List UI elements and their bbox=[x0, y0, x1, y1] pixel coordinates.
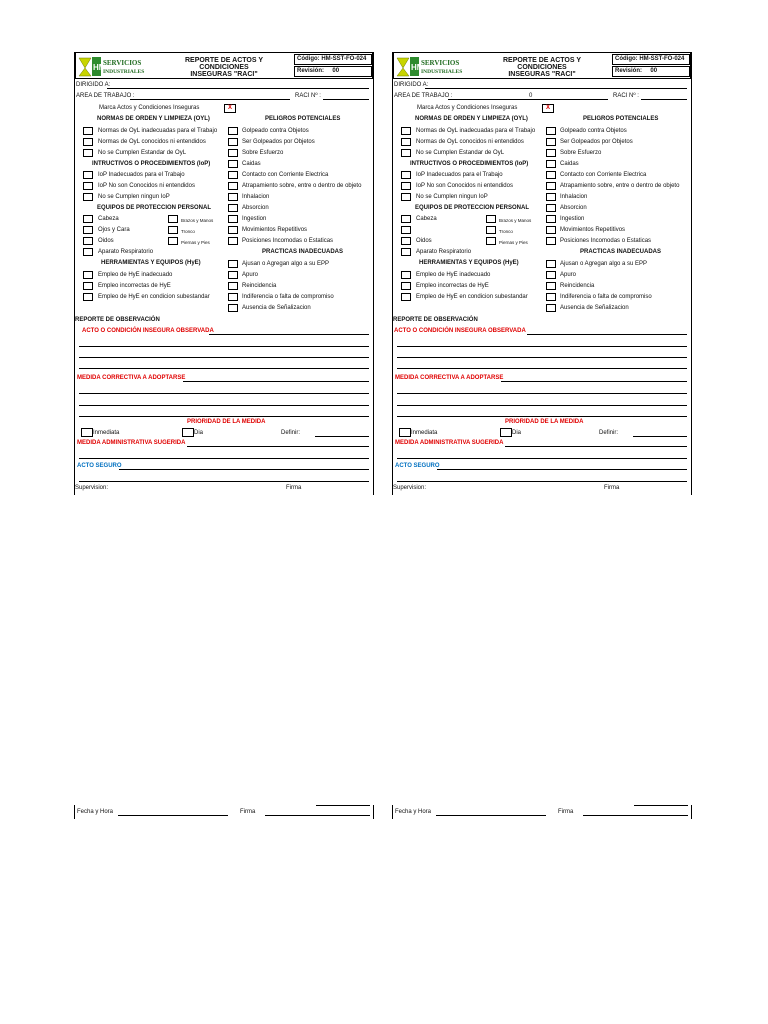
oyl-item-1: Normas de OyL inadecuadas para el Trabajo bbox=[98, 128, 218, 134]
checkbox-oyl-1[interactable] bbox=[83, 127, 93, 135]
epp-cabeza: Cabeza bbox=[416, 216, 437, 222]
checkbox-practica-1[interactable] bbox=[546, 260, 556, 268]
peligro-item-2: Ser Golpeados por Objetos bbox=[242, 139, 315, 145]
checkbox-epp-respiratorio[interactable] bbox=[83, 248, 93, 256]
fecha-hora-label: Fecha y Hora bbox=[77, 809, 114, 815]
codigo-box: Código: HM-SST-FO-024 bbox=[294, 54, 372, 65]
area-label: AREA DE TRABAJO : bbox=[76, 93, 135, 99]
checkbox-epp-piernas[interactable] bbox=[486, 237, 496, 245]
checkbox-peligro-2[interactable] bbox=[546, 138, 556, 146]
medida-correctiva-label: MEDIDA CORRECTIVA A ADOPTARSE bbox=[395, 375, 504, 381]
supervision-label: Supervision: bbox=[393, 485, 427, 491]
epp-piernas: Piernas y Pies bbox=[181, 240, 210, 245]
dia-label: Dia bbox=[194, 430, 204, 436]
fecha-hora-line[interactable] bbox=[118, 815, 228, 816]
checkbox-practica-3[interactable] bbox=[228, 282, 238, 290]
medida-line-1[interactable] bbox=[501, 381, 687, 382]
checkbox-inmediata[interactable] bbox=[399, 428, 411, 437]
reporte-observacion-label: REPORTE DE OBSERVACIÓN bbox=[393, 317, 478, 323]
administrativa-line-1[interactable] bbox=[505, 446, 687, 447]
fecha-hora-label: Fecha y Hora bbox=[395, 809, 432, 815]
svg-text:HM: HM bbox=[411, 63, 424, 72]
peligro-item-3: Sobre Esfuerzo bbox=[242, 150, 284, 156]
iop-item-1: IoP Inadecuados para el Trabajo bbox=[416, 172, 503, 178]
company-logo bbox=[77, 54, 156, 78]
section-peligros: PELIGROS POTENCIALES bbox=[265, 116, 341, 122]
raci-label: RACI Nº : bbox=[613, 93, 639, 99]
title-line-1: REPORTE DE ACTOS Y CONDICIONES bbox=[184, 57, 264, 71]
peligro-item-4: Caidas bbox=[560, 161, 579, 167]
peligro-item-3: Sobre Esfuerzo bbox=[560, 150, 602, 156]
form-title bbox=[160, 57, 288, 78]
checkbox-oyl-1[interactable] bbox=[401, 127, 411, 135]
checkbox-peligro-3[interactable] bbox=[546, 149, 556, 157]
practica-item-4: Indiferencia o falta de compromiso bbox=[560, 294, 652, 300]
section-hye: HERRAMIENTAS Y EQUIPOS (HyE) bbox=[101, 260, 201, 266]
medida-line-3[interactable] bbox=[397, 405, 687, 406]
title-line-2: INSEGURAS "RACI" bbox=[508, 71, 576, 78]
oyl-item-3: No se Cumplen Estandar de OyL bbox=[98, 150, 187, 156]
checkbox-peligro-8[interactable] bbox=[546, 204, 556, 212]
firma-supervision-label: Firma bbox=[604, 485, 620, 491]
epp-tronco: Tronco bbox=[181, 229, 195, 234]
checkbox-peligro-9[interactable] bbox=[546, 215, 556, 223]
checkbox-peligro-11[interactable] bbox=[546, 237, 556, 245]
footer-left bbox=[74, 805, 374, 819]
hye-item-3: Empleo de HyE en condicion subestandar bbox=[416, 294, 528, 300]
revision-box bbox=[612, 66, 690, 77]
checkbox-iop-1[interactable] bbox=[83, 171, 93, 179]
medida-line-2[interactable] bbox=[79, 393, 369, 394]
iop-item-2: IoP No son Conocidos ni entendidos bbox=[98, 183, 195, 189]
checkbox-dia[interactable] bbox=[182, 428, 194, 437]
dirigido-label: DIRIGIDO A: bbox=[76, 82, 111, 88]
checkbox-hye-1[interactable] bbox=[401, 271, 411, 279]
raci-form-left bbox=[74, 52, 374, 495]
checkbox-iop-2[interactable] bbox=[401, 182, 411, 190]
hye-item-1: Empleo de HyE inadecuado bbox=[98, 272, 173, 278]
supervision-label: Supervision: bbox=[75, 485, 109, 491]
checkbox-oyl-2[interactable] bbox=[83, 138, 93, 146]
definir-line[interactable] bbox=[633, 436, 687, 437]
checkbox-peligro-6[interactable] bbox=[228, 182, 238, 190]
practica-item-3: Reincidencia bbox=[560, 283, 595, 289]
dirigido-line[interactable] bbox=[425, 88, 687, 89]
checkbox-peligro-1[interactable] bbox=[546, 127, 556, 135]
checkbox-practica-4[interactable] bbox=[228, 293, 238, 301]
form-header bbox=[393, 52, 691, 79]
checkbox-peligro-7[interactable] bbox=[228, 193, 238, 201]
checkbox-practica-3[interactable] bbox=[546, 282, 556, 290]
acto-line-1[interactable] bbox=[209, 334, 369, 335]
acto-line-4[interactable] bbox=[79, 368, 369, 369]
checkbox-peligro-11[interactable] bbox=[228, 237, 238, 245]
epp-respiratorio: Aparato Respiratorio bbox=[98, 249, 154, 255]
medida-line-2[interactable] bbox=[397, 393, 687, 394]
checkbox-peligro-5[interactable] bbox=[228, 171, 238, 179]
practica-item-4: Indiferencia o falta de compromiso bbox=[242, 294, 334, 300]
section-oyl: NORMAS DE ORDEN Y LIMPIEZA (OYL) bbox=[97, 116, 210, 122]
checkbox-epp-brazos[interactable] bbox=[486, 215, 496, 223]
medida-administrativa-label: MEDIDA ADMINISTRATIVA SUGERIDA bbox=[77, 440, 186, 446]
checkbox-iop-1[interactable] bbox=[401, 171, 411, 179]
acto-seguro-line-2[interactable] bbox=[397, 481, 687, 482]
peligro-item-7: Inhalacion bbox=[242, 194, 270, 200]
iop-item-3: No se Cumplen ningun IoP bbox=[98, 194, 170, 200]
peligro-item-8: Absorcion bbox=[242, 205, 269, 211]
checkbox-oyl-2[interactable] bbox=[401, 138, 411, 146]
section-iop: INTRUCTIVOS O PROCEDIMIENTOS (IoP) bbox=[92, 161, 211, 167]
area-label: AREA DE TRABAJO : bbox=[394, 93, 453, 99]
peligro-item-8: Absorcion bbox=[560, 205, 587, 211]
checkbox-hye-2[interactable] bbox=[401, 282, 411, 290]
peligro-item-6: Atrapamiento sobre, entre o dentro de objeto bbox=[242, 183, 362, 189]
checkbox-practica-4[interactable] bbox=[546, 293, 556, 301]
firma-supervision-label: Firma bbox=[286, 485, 302, 491]
epp-tronco: Tronco bbox=[499, 229, 513, 234]
svg-text:SERVICIOS: SERVICIOS bbox=[421, 59, 460, 67]
hye-item-2: Empleo incorrectas de HyE bbox=[416, 283, 489, 289]
prioridad-label: PRIORIDAD DE LA MEDIDA bbox=[505, 419, 584, 425]
medida-administrativa-label: MEDIDA ADMINISTRATIVA SUGERIDA bbox=[395, 440, 504, 446]
checkbox-epp-tronco[interactable] bbox=[486, 226, 496, 234]
epp-cabeza: Cabeza bbox=[98, 216, 119, 222]
fecha-hora-line[interactable] bbox=[436, 815, 546, 816]
acto-line-3[interactable] bbox=[397, 357, 687, 358]
hye-item-1: Empleo de HyE inadecuado bbox=[416, 272, 491, 278]
raci-form-right bbox=[392, 52, 692, 495]
checkbox-oyl-3[interactable] bbox=[83, 149, 93, 157]
raci-label: RACI Nº : bbox=[295, 93, 321, 99]
revision-value: 00 bbox=[332, 68, 340, 74]
peligro-item-11: Posiciones Incomodas o Estaticas bbox=[560, 238, 652, 244]
title-line-2: INSEGURAS "RACI" bbox=[190, 71, 258, 78]
iop-item-1: IoP Inadecuados para el Trabajo bbox=[98, 172, 185, 178]
svg-text:HM: HM bbox=[93, 63, 106, 72]
svg-text:INDUSTRIALES: INDUSTRIALES bbox=[421, 69, 463, 75]
checkbox-peligro-10[interactable] bbox=[546, 226, 556, 234]
checkbox-hye-1[interactable] bbox=[83, 271, 93, 279]
inmediata-label: Inmediata bbox=[411, 430, 438, 436]
checkbox-epp-respiratorio[interactable] bbox=[401, 248, 411, 256]
section-practicas: PRACTICAS INADECUADAS bbox=[262, 249, 344, 255]
epp-brazos: Brazos y Manos bbox=[181, 218, 214, 223]
acto-line-2[interactable] bbox=[79, 346, 369, 347]
section-hye: HERRAMIENTAS Y EQUIPOS (HyE) bbox=[419, 260, 519, 266]
footer-top-line[interactable] bbox=[316, 805, 370, 806]
checkbox-peligro-1[interactable] bbox=[228, 127, 238, 135]
oyl-item-2: Normas de OyL conocidos ni entendidos bbox=[98, 139, 206, 145]
administrativa-line-2[interactable] bbox=[79, 458, 369, 459]
administrativa-line-2[interactable] bbox=[397, 458, 687, 459]
revision-label: Revisión: bbox=[615, 68, 643, 74]
hye-item-2: Empleo incorrectas de HyE bbox=[98, 283, 171, 289]
checkbox-peligro-7[interactable] bbox=[546, 193, 556, 201]
checkbox-inmediata[interactable] bbox=[81, 428, 93, 437]
checkbox-practica-2[interactable] bbox=[546, 271, 556, 279]
acto-line-1[interactable] bbox=[527, 334, 687, 335]
checkbox-practica-5[interactable] bbox=[546, 304, 556, 312]
practica-item-5: Ausencia de Señalizacion bbox=[560, 305, 629, 311]
acto-line-3[interactable] bbox=[79, 357, 369, 358]
acto-inseguro-label: ACTO O CONDICIÓN INSEGURA OBSERVADA bbox=[82, 328, 214, 334]
acto-seguro-label: ACTO SEGURO bbox=[77, 463, 122, 469]
marca-label: Marca Actos y Condiciones Inseguras bbox=[99, 105, 200, 111]
checkbox-peligro-3[interactable] bbox=[228, 149, 238, 157]
dirigido-label: DIRIGIDO A: bbox=[394, 82, 429, 88]
peligro-item-2: Ser Golpeados por Objetos bbox=[560, 139, 633, 145]
checkbox-practica-1[interactable] bbox=[228, 260, 238, 268]
marca-x-box[interactable]: X bbox=[542, 104, 554, 113]
practica-item-2: Apuro bbox=[560, 272, 577, 278]
checkbox-dia[interactable] bbox=[500, 428, 512, 437]
peligro-item-10: Movimientos Repetitivos bbox=[242, 227, 308, 233]
form-header bbox=[75, 52, 373, 79]
practica-item-1: Ajusan o Agregan algo a su EPP bbox=[242, 261, 330, 267]
practica-item-1: Ajusan o Agregan algo a su EPP bbox=[560, 261, 648, 267]
checkbox-epp-piernas[interactable] bbox=[168, 237, 178, 245]
administrativa-line-1[interactable] bbox=[187, 446, 369, 447]
checkbox-peligro-8[interactable] bbox=[228, 204, 238, 212]
area-line[interactable] bbox=[448, 99, 608, 100]
footer-firma-line[interactable] bbox=[265, 815, 370, 816]
footer-firma-label: Firma bbox=[558, 809, 574, 815]
checkbox-epp-cabeza[interactable] bbox=[401, 215, 411, 223]
medida-correctiva-label: MEDIDA CORRECTIVA A ADOPTARSE bbox=[77, 375, 186, 381]
practica-item-2: Apuro bbox=[242, 272, 259, 278]
marca-x-box[interactable]: X bbox=[224, 104, 236, 113]
dia-label: Dia bbox=[512, 430, 522, 436]
peligro-item-11: Posiciones Incomodas o Estaticas bbox=[242, 238, 334, 244]
section-epp: EQUIPOS DE PROTECCION PERSONAL bbox=[415, 205, 530, 211]
peligro-item-4: Caidas bbox=[242, 161, 261, 167]
checkbox-peligro-4[interactable] bbox=[546, 160, 556, 168]
svg-text:SERVICIOS: SERVICIOS bbox=[103, 59, 142, 67]
checkbox-peligro-4[interactable] bbox=[228, 160, 238, 168]
revision-label: Revisión: bbox=[297, 68, 325, 74]
marca-label: Marca Actos y Condiciones Inseguras bbox=[417, 105, 518, 111]
checkbox-epp-ojos[interactable] bbox=[83, 226, 93, 234]
checkbox-hye-2[interactable] bbox=[83, 282, 93, 290]
revision-value: 00 bbox=[650, 68, 658, 74]
peligro-item-9: Ingestion bbox=[560, 216, 585, 222]
acto-line-2[interactable] bbox=[397, 346, 687, 347]
definir-line[interactable] bbox=[315, 436, 369, 437]
section-practicas: PRACTICAS INADECUADAS bbox=[580, 249, 662, 255]
checkbox-peligro-6[interactable] bbox=[546, 182, 556, 190]
oyl-item-1: Normas de OyL inadecuadas para el Trabajo bbox=[416, 128, 536, 134]
epp-respiratorio: Aparato Respiratorio bbox=[416, 249, 472, 255]
checkbox-epp-oidos[interactable] bbox=[83, 237, 93, 245]
checkbox-epp-cabeza[interactable] bbox=[83, 215, 93, 223]
acto-seguro-line-2[interactable] bbox=[79, 481, 369, 482]
practica-item-3: Reincidencia bbox=[242, 283, 277, 289]
checkbox-hye-3[interactable] bbox=[83, 293, 93, 301]
epp-ojos: Ojos y Cara bbox=[98, 227, 130, 233]
iop-item-3: No se Cumplen ningun IoP bbox=[416, 194, 488, 200]
area-value: 0 bbox=[529, 93, 533, 99]
peligro-item-7: Inhalacion bbox=[560, 194, 588, 200]
section-epp: EQUIPOS DE PROTECCION PERSONAL bbox=[97, 205, 212, 211]
footer-firma-line[interactable] bbox=[583, 815, 688, 816]
inmediata-label: Inmediata bbox=[93, 430, 120, 436]
epp-oidos: Oidos bbox=[416, 238, 432, 244]
iop-item-2: IoP No son Conocidos ni entendidos bbox=[416, 183, 513, 189]
checkbox-peligro-9[interactable] bbox=[228, 215, 238, 223]
title-line-1: REPORTE DE ACTOS Y CONDICIONES bbox=[502, 57, 582, 71]
svg-text:INDUSTRIALES: INDUSTRIALES bbox=[103, 69, 145, 75]
checkbox-iop-3[interactable] bbox=[401, 193, 411, 201]
area-line[interactable] bbox=[130, 99, 290, 100]
acto-seguro-line-1[interactable] bbox=[119, 469, 369, 470]
peligro-item-6: Atrapamiento sobre, entre o dentro de objeto bbox=[560, 183, 680, 189]
peligro-item-5: Contacto con Corriente Electrica bbox=[242, 172, 329, 178]
medida-line-4[interactable] bbox=[397, 416, 687, 417]
section-iop: INTRUCTIVOS O PROCEDIMIENTOS (IoP) bbox=[410, 161, 529, 167]
acto-inseguro-label: ACTO O CONDICIÓN INSEGURA OBSERVADA bbox=[394, 328, 526, 334]
checkbox-epp-oidos[interactable] bbox=[401, 237, 411, 245]
company-logo bbox=[395, 54, 474, 78]
footer-firma-label: Firma bbox=[240, 809, 256, 815]
checkbox-hye-3[interactable] bbox=[401, 293, 411, 301]
oyl-item-2: Normas de OyL conocidos ni entendidos bbox=[416, 139, 524, 145]
footer-top-line[interactable] bbox=[634, 805, 688, 806]
practica-item-5: Ausencia de Señalizacion bbox=[242, 305, 311, 311]
peligro-item-1: Golpeado contra Objetos bbox=[242, 128, 309, 134]
acto-seguro-label: ACTO SEGURO bbox=[395, 463, 440, 469]
checkbox-practica-2[interactable] bbox=[228, 271, 238, 279]
dirigido-line[interactable] bbox=[107, 88, 369, 89]
checkbox-peligro-2[interactable] bbox=[228, 138, 238, 146]
peligro-item-1: Golpeado contra Objetos bbox=[560, 128, 627, 134]
checkbox-epp-tronco[interactable] bbox=[168, 226, 178, 234]
epp-brazos: Brazos y Manos bbox=[499, 218, 532, 223]
raci-line[interactable] bbox=[323, 99, 369, 100]
oyl-item-3: No se Cumplen Estandar de OyL bbox=[416, 150, 505, 156]
medida-line-1[interactable] bbox=[183, 381, 369, 382]
definir-label: Definir: bbox=[599, 430, 619, 436]
checkbox-peligro-5[interactable] bbox=[546, 171, 556, 179]
section-peligros: PELIGROS POTENCIALES bbox=[583, 116, 659, 122]
section-oyl: NORMAS DE ORDEN Y LIMPIEZA (OYL) bbox=[415, 116, 528, 122]
footer-right bbox=[392, 805, 692, 819]
peligro-item-5: Contacto con Corriente Electrica bbox=[560, 172, 647, 178]
checkbox-practica-5[interactable] bbox=[228, 304, 238, 312]
raci-line[interactable] bbox=[641, 99, 687, 100]
checkbox-epp-brazos[interactable] bbox=[168, 215, 178, 223]
medida-line-4[interactable] bbox=[79, 416, 369, 417]
prioridad-label: PRIORIDAD DE LA MEDIDA bbox=[187, 419, 266, 425]
epp-piernas: Piernas y Pies bbox=[499, 240, 528, 245]
checkbox-oyl-3[interactable] bbox=[401, 149, 411, 157]
checkbox-epp-ojos[interactable] bbox=[401, 226, 411, 234]
checkbox-iop-2[interactable] bbox=[83, 182, 93, 190]
medida-line-3[interactable] bbox=[79, 405, 369, 406]
checkbox-peligro-10[interactable] bbox=[228, 226, 238, 234]
peligro-item-10: Movimientos Repetitivos bbox=[560, 227, 626, 233]
acto-line-4[interactable] bbox=[397, 368, 687, 369]
epp-oidos: Oidos bbox=[98, 238, 114, 244]
peligro-item-9: Ingestion bbox=[242, 216, 267, 222]
checkbox-iop-3[interactable] bbox=[83, 193, 93, 201]
revision-box bbox=[294, 66, 372, 77]
reporte-observacion-label: REPORTE DE OBSERVACIÓN bbox=[75, 317, 160, 323]
acto-seguro-line-1[interactable] bbox=[437, 469, 687, 470]
hye-item-3: Empleo de HyE en condicion subestandar bbox=[98, 294, 210, 300]
codigo-box: Código: HM-SST-FO-024 bbox=[612, 54, 690, 65]
form-title bbox=[478, 57, 606, 78]
definir-label: Definir: bbox=[281, 430, 301, 436]
